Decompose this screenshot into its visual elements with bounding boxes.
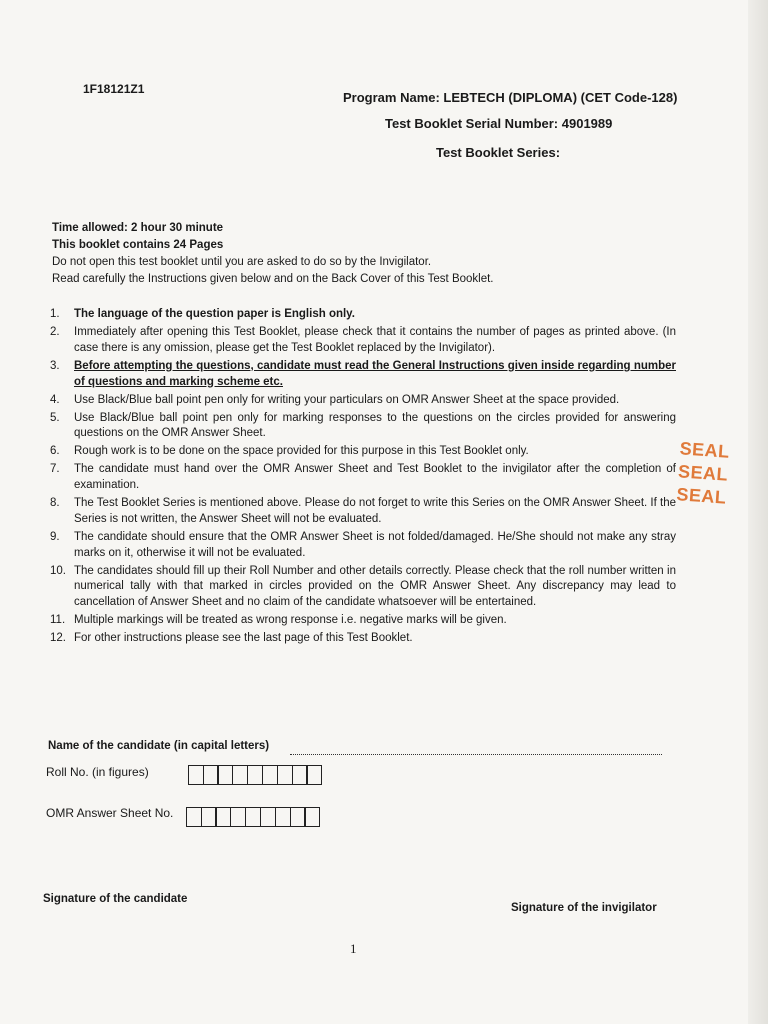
invigilator-signature-label: Signature of the invigilator [511, 902, 657, 914]
digit-box[interactable] [275, 807, 291, 827]
seal-text: SEAL [679, 438, 731, 462]
intro-block [52, 220, 494, 288]
digit-box[interactable] [292, 765, 308, 785]
digit-box[interactable] [247, 765, 263, 785]
instruction-list [50, 307, 676, 649]
seal-stamp [676, 437, 761, 511]
booklet-series: Test Booklet Series: [436, 145, 561, 160]
instruction-text: Multiple markings will be treated as wrong response i.e. negative marks will be given. [74, 614, 507, 627]
instruction-item: 1. The language of the question paper is English only. [50, 308, 355, 320]
digit-box[interactable] [230, 807, 246, 827]
instruction-text: The candidate must hand over the OMR Answer Sheet and Test Booklet to the invigilator after the completion of examination. [74, 463, 676, 492]
digit-box[interactable] [201, 807, 217, 827]
intro-line-2: Read carefully the Instructions given below and on the Back Cover of this Test Booklet. [52, 273, 494, 285]
digit-box[interactable] [203, 765, 219, 785]
digit-box[interactable] [290, 807, 306, 827]
digit-box[interactable] [245, 807, 261, 827]
instruction-item: 4. Use Black/Blue ball point pen only for writing your particulars on OMR Answer Sheet at the space provided. [50, 393, 620, 406]
digit-box[interactable] [188, 765, 204, 785]
instruction-text: The candidate should ensure that the OMR Answer Sheet is not folded/damaged. He/She should not make any stray marks on it, otherwise it will not be evaluated. [74, 530, 676, 559]
intro-line-1: Do not open this test booklet until you are asked to do so by the Invigilator. [52, 256, 432, 268]
instruction-item: 9. The candidate should ensure that the OMR Answer Sheet is not folded/damaged. He/She should not make any stray marks on it, otherwise it will not be evaluated. [50, 530, 676, 559]
instruction-item: 7. The candidate must hand over the OMR Answer Sheet and Test Booklet to the invigilator after the completion of examination. [50, 463, 676, 492]
instruction-item: 5. Use Black/Blue ball point pen only for marking responses to the questions on the circles provided for answering questions on the OMR Answer Sheet. [50, 411, 676, 440]
roll-number-boxes[interactable] [189, 765, 322, 785]
omr-number-boxes[interactable] [187, 807, 320, 827]
candidate-name-field[interactable] [290, 744, 662, 755]
instruction-text: Rough work is to be done on the space provided for this purpose in this Test Booklet only. [74, 445, 529, 458]
serial-value: 4901989 [561, 116, 613, 131]
booklet-code: 1F18121Z1 [83, 82, 145, 96]
instruction-item: 3. Before attempting the questions, candidate must read the General Instructions given inside regarding number of questions and marking scheme etc. [50, 359, 676, 388]
digit-box[interactable] [262, 765, 278, 785]
candidate-name-label: Name of the candidate (in capital letters) [48, 740, 270, 752]
page-edge [748, 0, 768, 1024]
digit-box[interactable] [215, 807, 231, 827]
program-name: Program Name: LEBTECH (DIPLOMA) (CET Code-128) [343, 90, 678, 105]
instruction-item: 11. Multiple markings will be treated as wrong response i.e. negative marks will be given. [50, 614, 507, 627]
instruction-item: 8. The Test Booklet Series is mentioned above. Please do not forget to write this Series on the OMR Answer Sheet. If the Series is not written, the Answer Sheet will not be evaluated. [50, 497, 676, 525]
digit-box[interactable] [260, 807, 276, 827]
instruction-item: 6. Rough work is to be done on the space provided for this purpose in this Test Booklet only. [50, 445, 529, 458]
instruction-text: The language of the question paper is English only. [74, 308, 355, 320]
instruction-text: Immediately after opening this Test Booklet, please check that it contains the number of pages as printed above. (In case there is any omission, please get the Test Booklet replaced by the Invigilator). [74, 325, 676, 354]
serial-number-line [385, 116, 612, 131]
time-allowed: Time allowed: 2 hour 30 minute [52, 222, 224, 234]
omr-number-label: OMR Answer Sheet No. [46, 806, 174, 820]
instruction-text: The Test Booklet Series is mentioned above. Please do not forget to write this Series on the OMR Answer Sheet. If the Series is not written, the Answer Sheet will not be evaluated. [74, 497, 676, 525]
instruction-text: The candidates should fill up their Roll Number and other details correctly. Please check that the roll number written in numerical tally with that marked in circles provided on the OMR Answer Sheet. Any discrepancy may lead to cancellation of Answer Sheet and no claim of the candidate whatsoever will be entertained. [74, 564, 676, 609]
instruction-text: Before attempting the questions, candidate must read the General Instructions given inside regarding number of questions and marking scheme etc. [74, 359, 676, 388]
instruction-text: For other instructions please see the last page of this Test Booklet. [74, 632, 413, 645]
candidate-signature-label: Signature of the candidate [43, 893, 188, 905]
digit-box[interactable] [217, 765, 233, 785]
page-number: 1 [350, 941, 357, 956]
digit-box[interactable] [306, 765, 322, 785]
instruction-item: 10. The candidates should fill up their Roll Number and other details correctly. Please check that the roll number written in numerical tally with that marked in circles provided on the OMR Answer Sheet. Any discrepancy may lead to cancellation of Answer Sheet and no claim of the candidate whatsoever will be entertained. [50, 564, 676, 609]
seal-text: SEAL [675, 484, 728, 508]
page-count: This booklet contains 24 Pages [52, 239, 224, 251]
seal-text: SEAL [677, 461, 729, 485]
digit-box[interactable] [304, 807, 320, 827]
instruction-item: 12. For other instructions please see the last page of this Test Booklet. [50, 632, 413, 645]
serial-label: Test Booklet Serial Number: [385, 116, 559, 131]
instruction-item: 2. Immediately after opening this Test Booklet, please check that it contains the number of pages as printed above. (In case there is any omission, please get the Test Booklet replaced by the Invigilator). [50, 325, 676, 354]
roll-number-label: Roll No. (in figures) [46, 765, 149, 779]
digit-box[interactable] [277, 765, 293, 785]
digit-box[interactable] [232, 765, 248, 785]
digit-box[interactable] [186, 807, 202, 827]
instruction-text: Use Black/Blue ball point pen only for marking responses to the questions on the circles provided for answering questions on the OMR Answer Sheet. [74, 411, 676, 440]
instruction-text: Use Black/Blue ball point pen only for writing your particulars on OMR Answer Sheet at the space provided. [74, 393, 620, 406]
